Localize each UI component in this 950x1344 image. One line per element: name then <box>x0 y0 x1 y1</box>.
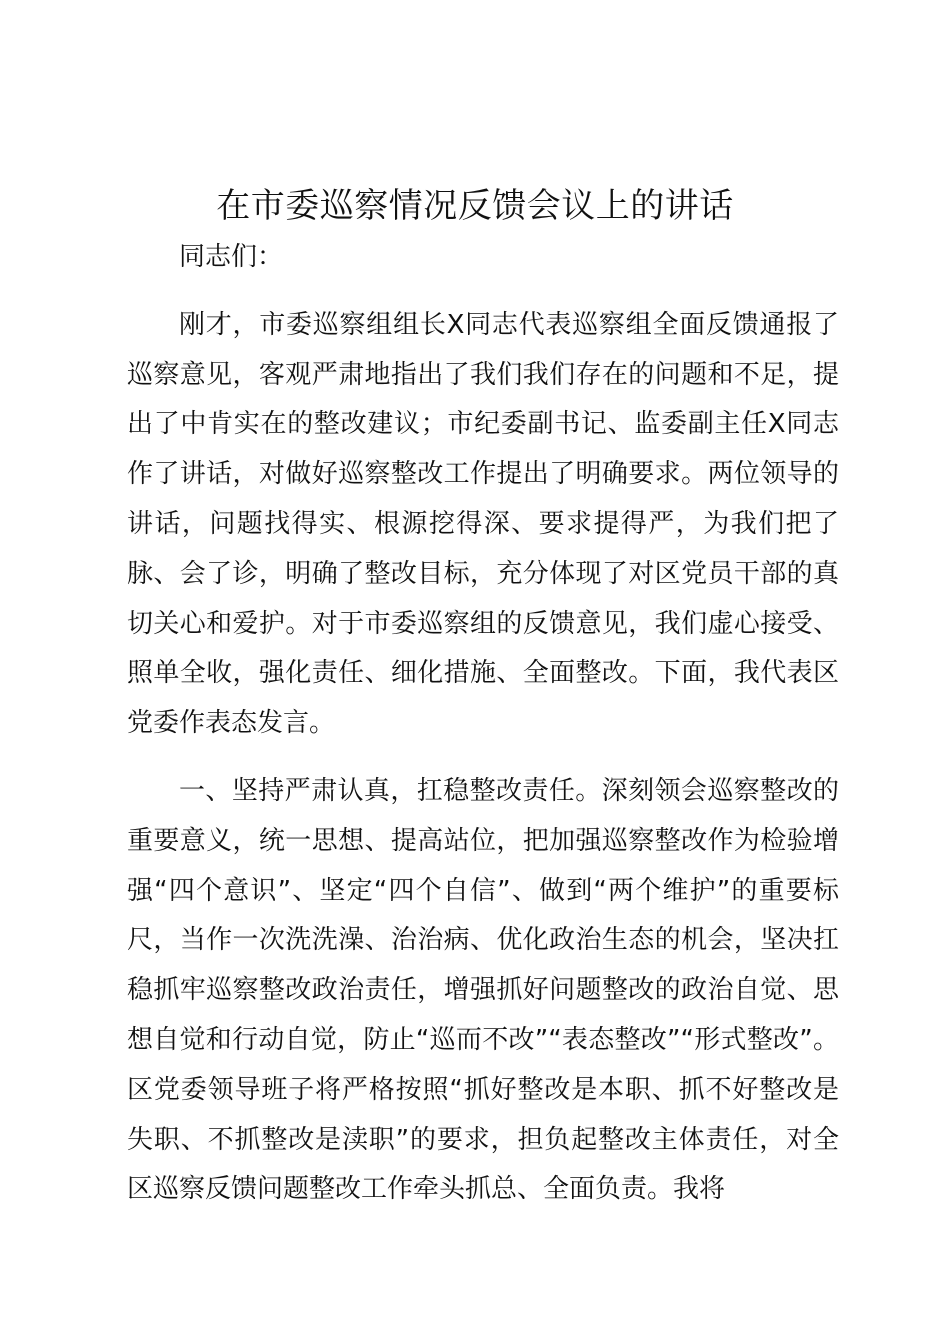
paragraph-1: 刚才，市委巡察组组长X同志代表巡察组全面反馈通报了巡察意见，客观严肃地指出了我们我们存在的问题和不足，提出了中肯实在的整改建议；市纪委副书记、监委副主任X同志作了讲话，对做好巡察整改工作提出了明确要求。两位领导的讲话，问题找得实、根源挖得深、要求提得严，为我们把了脉、会了诊，明确了整改目标，充分体现了对区党员干部的真切关心和爱护。对于市委巡察组的反馈意见，我们虚心接受、照单全收，强化责任、细化措施、全面整改。下面，我代表区党委作表态发言。 <box>127 309 839 739</box>
greeting: 同志们： <box>179 242 284 272</box>
paragraph-2: 一、坚持严肃认真，扛稳整改责任。深刻领会巡察整改的重要意义，统一思想、提高站位，把加强巡察整改作为检验增强“四个意识”、坚定“四个自信”、做到“两个维护”的重要标尺，当作一次洗洗澡、治治病、优化政治生态的机会，坚决扛稳抓牢巡察整改政治责任，增强抓好问题整改的政治自觉、思想自觉和行动自觉，防止“巡而不改”“表态整改”“形式整改”。区党委领导班子将严格按照“抓好整改是本职、抓不好整改是失职、不抓整改是渎职”的要求，担负起整改主体责任，对全区巡察反馈问题整改工作牵头抓总、全面负责。我将 <box>127 775 839 1205</box>
document-title: 在市委巡察情况反馈会议上的讲话 <box>216 186 734 226</box>
document-body <box>127 233 839 1215</box>
